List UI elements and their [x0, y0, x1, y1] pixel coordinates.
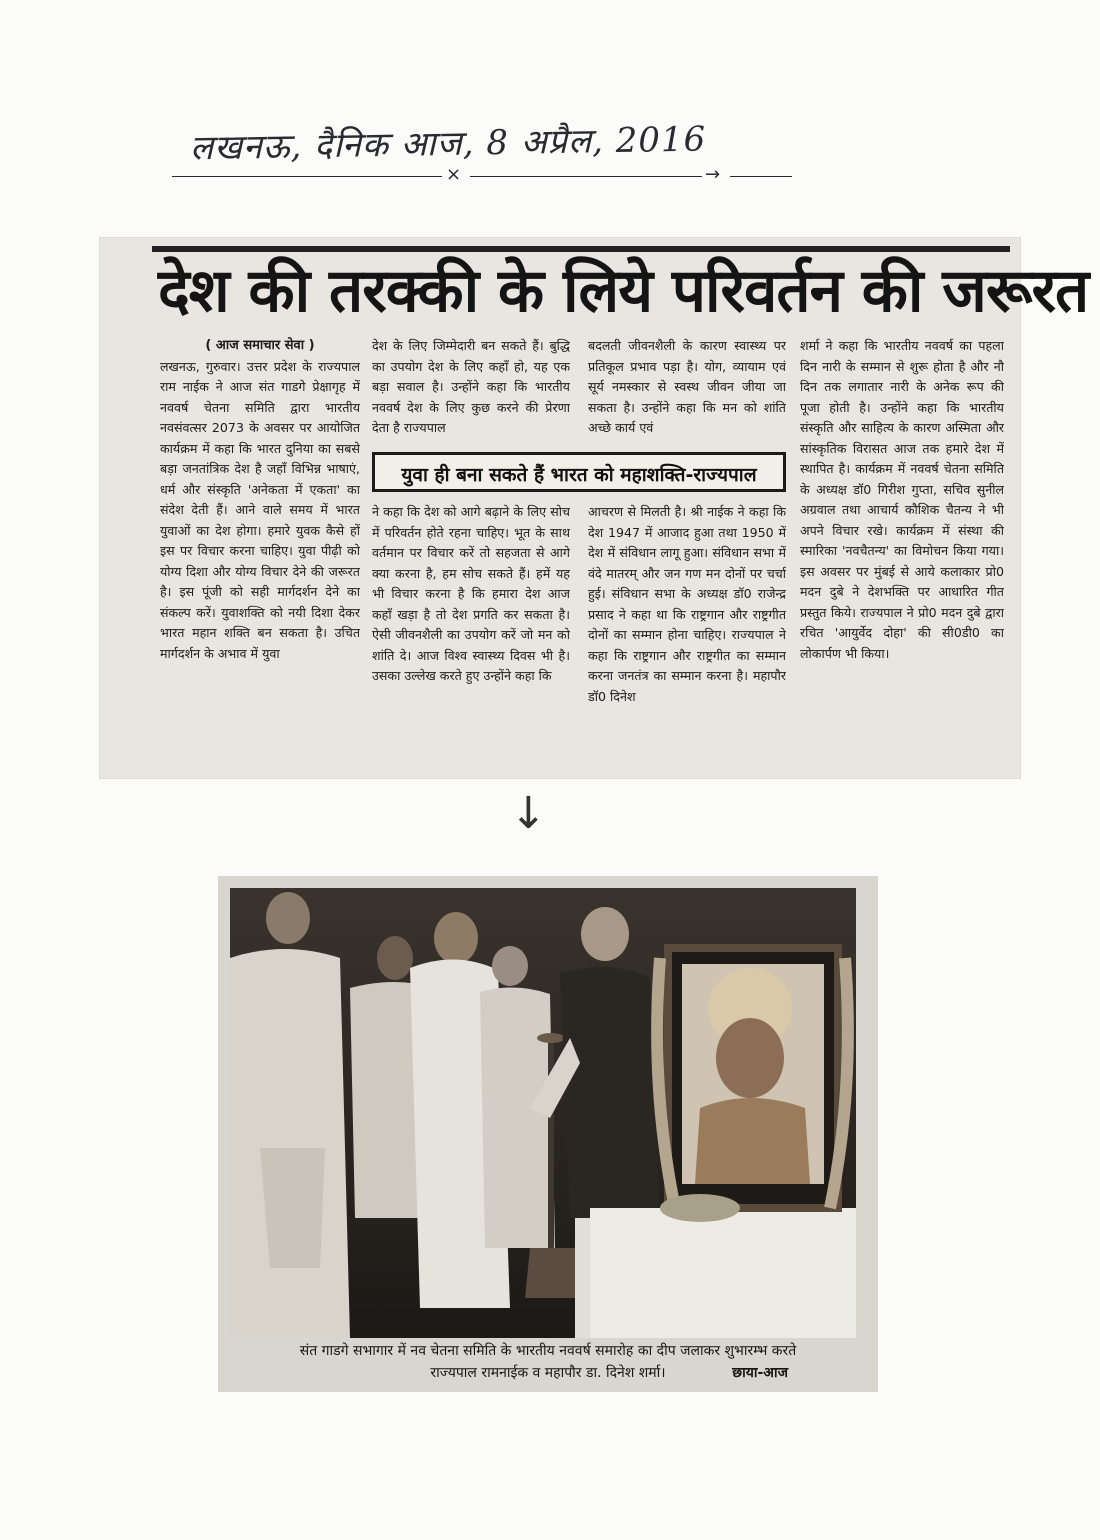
handwritten-cross-mark: × [446, 164, 462, 185]
article-column-3-top: बदलती जीवनशैली के कारण स्वास्थ्य पर प्रतिकूल प्रभाव पड़ा है। योग, व्यायाम एवं सूर्य नमस्कार से स्वस्थ जीवन जीया जा सकता है। उन्होंने कहा कि मन को शांति अच्छे कार्य एवं [588, 338, 786, 435]
article-column-1 [160, 336, 360, 776]
article-column-4: शर्मा ने कहा कि भारतीय नववर्ष का पहला दिन नारी के सम्मान से शुरू होता है और नौ दिन तक लगातार नारी के अनेक रूप की पूजा होती है। उन्होंने कहा कि भारतीय संस्कृति और साहित्य के कारण अस्मिता और सांस्कृतिक विरासत आज तक हमारे देश में स्थापित है। कार्यक्रम में नववर्ष चेतना समिति के अध्यक्ष डॉ0 गिरीश गुप्ता, सचिव सुनील अग्रवाल तथा आचार्य कौशिक चैतन्य ने भी अपने विचार रखे। कार्यक्रम में संस्था की स्मारिका 'नवचैतन्य' का विमोचन किया गया। इस अवसर पर मुंबई से आये कलाकार प्रो0 मदन दुबे ने देशभक्ति पर आधारित गीत प्रस्तुत किये। राज्यपाल ने प्रो0 मदन दुबे द्वारा रचित 'आयुर्वेद दोहा' की सी0डी0 का लोकार्पण भी किया। [800, 338, 1004, 661]
handwritten-underline-right [730, 176, 792, 177]
handwritten-underline-middle [470, 176, 702, 177]
article-source: ( आज समाचार सेवा ) [205, 338, 315, 353]
newspaper-clipping [100, 238, 1089, 778]
article-subheadline: युवा ही बना सकते हैं भारत को महाशक्ति-राज्यपाल [372, 452, 786, 492]
photo-credit: छाया-आज [732, 1365, 788, 1381]
down-arrow-icon: ↓ [510, 788, 547, 839]
handwritten-underline-left [172, 176, 442, 177]
article-column-3-bottom: आचरण से मिलती है। श्री नाईक ने कहा कि देश 1947 में आजाद हुआ तथा 1950 में देश में संविधान लागू हुआ। संविधान सभा में वंदे मातरम् और जन गण मन दोनों पर चर्चा हुई। संविधान सभा के अध्यक्ष डॉ0 राजेन्द्र प्रसाद ने कहा था कि राष्ट्रगान और राष्ट्रगीत दोनों का सम्मान होना चाहिए। राज्यपाल ने कहा कि राष्ट्रगान और राष्ट्रगीत का सम्मान करना जनतंत्र का सम्मान करना है। महापौर डॉ0 दिनेश [588, 504, 786, 704]
handwritten-arrow-mark: → [705, 164, 721, 185]
photo-caption [218, 1340, 878, 1390]
article-column-2-bottom: ने कहा कि देश को आगे बढ़ाने के लिए सोच में परिवर्तन होते रहना चाहिए। भूत के साथ वर्तमान पर विचार करें तो सहजता से आगे क्या करना है, हम सोच सकते हैं। हमें यह भी विचार करना है कि हमारा देश आज कहाँ खड़ा है तो देश प्रगति कर सकता है। ऐसी जीवनशैली का उपयोग करें जो मन को शांति दे। आज विश्व स्वास्थ्य दिवस भी है। उसका उल्लेख करते हुए उन्होंने कहा कि [372, 504, 570, 683]
photo-caption-line-2: राज्यपाल रामनाईक व महापौर डा. दिनेश शर्मा। [430, 1365, 666, 1381]
event-photo [230, 888, 856, 1338]
article-column-2-top: देश के लिए जिम्मेदारी बन सकते हैं। बुद्धि का उपयोग देश के लिए कहाँ हो, यह एक बड़ा सवाल है। उन्होंने कहा कि भारतीय नववर्ष देश के लिए कुछ करने की प्रेरणा देता है राज्यपाल [372, 338, 570, 435]
article-column-1-text: लखनऊ, गुरुवार। उत्तर प्रदेश के राज्यपाल राम नाईक ने आज संत गाडगे प्रेक्षागृह में नववर्ष चेतना समिति द्वारा भारतीय नवसंवत्सर 2073 के अवसर पर आयोजित कार्यक्रम में कहा कि भारत दुनिया का सबसे बड़ा जनतांत्रिक देश है जहाँ विभिन्न भाषाएं, धर्म और संस्कृति 'अनेकता में एकता' का संदेश देती हैं। आने वाले समय में भारत युवाओं का देश होगा। हमारे युवक कैसे हों इस पर विचार करना चाहिए। युवा पीढ़ी को योग्य दिशा और योग्य विचार देने की जरूरत है। इस पूंजी को सही मार्गदर्शन देने का संकल्प करें। युवाशक्ति को नयी दिशा देकर भारत महान शक्ति बन सकता है। उचित मार्गदर्शन के अभाव में युवा [160, 358, 360, 661]
article-headline: देश की तरक्की के लिये परिवर्तन की जरूरत [158, 256, 1089, 326]
photo-clipping [218, 876, 878, 1392]
photo-caption-line-1: संत गाडगे सभागार में नव चेतना समिति के भारतीय नववर्ष समारोह का दीप जलाकर शुभारम्भ करते [299, 1343, 797, 1359]
handwritten-note: लखनऊ, दैनिक आज, 8 अप्रैल, 2016 [189, 119, 707, 169]
event-photo-illustration [230, 888, 856, 1338]
